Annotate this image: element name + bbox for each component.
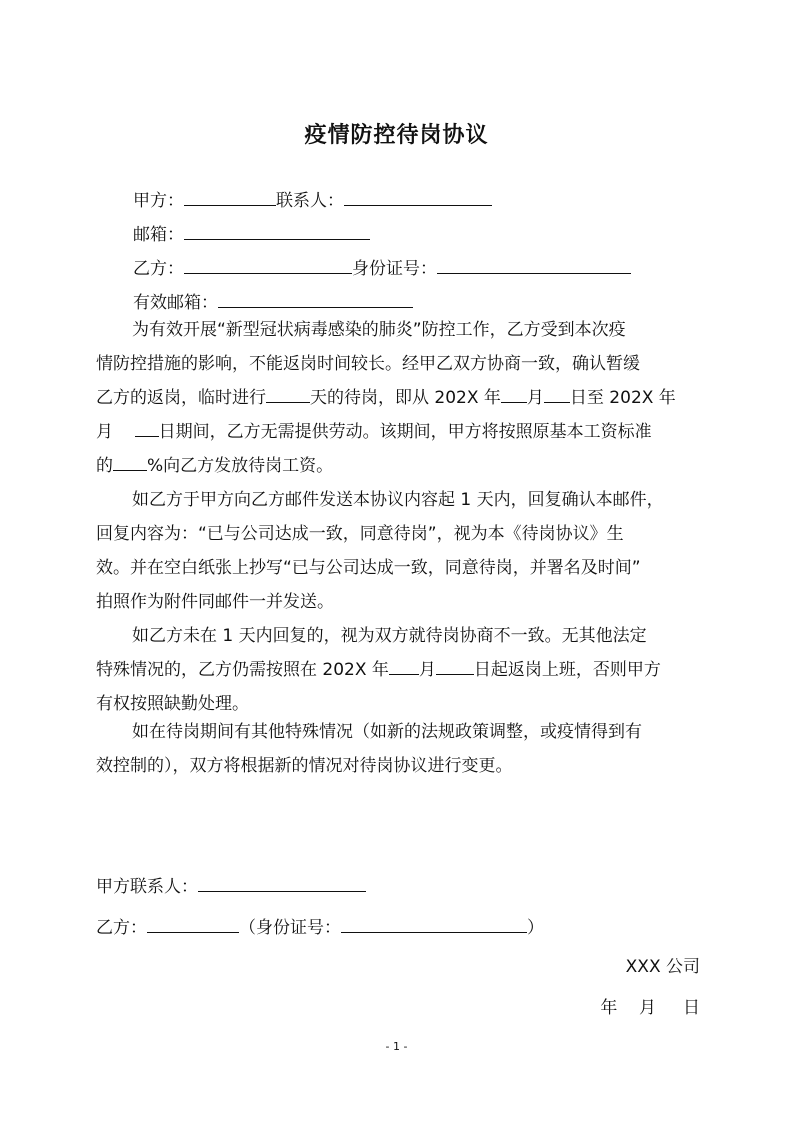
contact-label: 联系人： bbox=[276, 191, 344, 211]
return-month-blank[interactable] bbox=[389, 656, 419, 675]
p2-row: 效。并在空白纸张上抄写“已与公司达成一致，同意待岗，并署名及时间” bbox=[96, 558, 641, 578]
document-title: 疫情防控待岗协议 bbox=[304, 122, 489, 148]
contact-blank[interactable] bbox=[344, 187, 492, 206]
id-number-blank[interactable] bbox=[437, 255, 631, 274]
p1-row: 的 %向乙方发放待岗工资。 bbox=[96, 449, 702, 483]
party-b-id-blank[interactable] bbox=[341, 914, 527, 933]
end-month-blank[interactable] bbox=[135, 418, 159, 437]
paragraph-4 bbox=[96, 715, 702, 783]
p1-row: 乙方的返岗，临时进行 天的待岗，即从 202X 年 月 日至 202X 年 bbox=[96, 381, 702, 415]
party-a-blank[interactable] bbox=[184, 187, 276, 206]
id-close-label: ） bbox=[527, 918, 544, 938]
start-month-blank[interactable] bbox=[501, 384, 527, 403]
days-blank[interactable] bbox=[266, 384, 310, 403]
paragraph-2 bbox=[96, 483, 702, 619]
party-a-contact-label: 甲方联系人： bbox=[96, 877, 198, 897]
id-number-label: 身份证号： bbox=[352, 259, 437, 279]
party-a-contact-line bbox=[96, 873, 366, 898]
party-a-contact-blank[interactable] bbox=[198, 873, 366, 892]
company-name: XXX 公司 bbox=[625, 957, 700, 977]
valid-email-blank[interactable] bbox=[218, 289, 413, 308]
email-line bbox=[133, 221, 370, 246]
p2-row: 如乙方于甲方向乙方邮件发送本协议内容起 1 天内，回复确认本邮件， bbox=[132, 490, 664, 510]
party-a-line bbox=[133, 187, 492, 212]
p1-row: 为有效开展“新型冠状病毒感染的肺炎”防控工作，乙方受到本次疫 bbox=[132, 320, 626, 340]
p1-row: 情防控措施的影响，不能返岗时间较长。经甲乙双方协商一致，确认暂缓 bbox=[96, 354, 640, 374]
party-b-blank[interactable] bbox=[184, 255, 352, 274]
paragraph-1 bbox=[96, 313, 702, 483]
sign-date: 年 月 日 bbox=[600, 998, 700, 1018]
p4-row: 效控制的），双方将根据新的情况对待岗协议进行变更。 bbox=[96, 756, 513, 776]
p3-row: 如乙方未在 1 天内回复的，视为双方就待岗协商不一致。无其他法定 bbox=[132, 626, 647, 646]
return-day-blank[interactable] bbox=[436, 656, 474, 675]
party-b-sign-label: 乙方： bbox=[96, 918, 147, 938]
percent-blank[interactable] bbox=[113, 452, 147, 471]
page-number: - 1 - bbox=[385, 1040, 408, 1053]
p1-row: 月 日期间，乙方无需提供劳动。该期间，甲方将按照原基本工资标准 bbox=[96, 415, 702, 449]
valid-email-line bbox=[133, 289, 413, 314]
party-b-sign-line bbox=[96, 914, 544, 939]
p2-row: 拍照作为附件同邮件一并发送。 bbox=[96, 592, 334, 612]
party-b-line bbox=[133, 255, 631, 280]
paragraph-3 bbox=[96, 619, 702, 721]
p3-row: 特殊情况的，乙方仍需按照在 202X 年 月 日起返岗上班，否则甲方 bbox=[96, 653, 702, 687]
party-b-sign-blank[interactable] bbox=[147, 914, 239, 933]
valid-email-label: 有效邮箱： bbox=[133, 293, 218, 313]
start-day-blank[interactable] bbox=[544, 384, 570, 403]
id-open-label: （身份证号： bbox=[239, 918, 341, 938]
email-label: 邮箱： bbox=[133, 225, 184, 245]
p4-row: 如在待岗期间有其他特殊情况（如新的法规政策调整，或疫情得到有 bbox=[132, 722, 642, 742]
email-blank[interactable] bbox=[184, 221, 370, 240]
party-b-label: 乙方： bbox=[133, 259, 184, 279]
party-a-label: 甲方： bbox=[133, 191, 184, 211]
p3-row: 有权按照缺勤处理。 bbox=[96, 694, 249, 714]
p2-row: 回复内容为：“已与公司达成一致，同意待岗”，视为本《待岗协议》生 bbox=[96, 524, 624, 544]
